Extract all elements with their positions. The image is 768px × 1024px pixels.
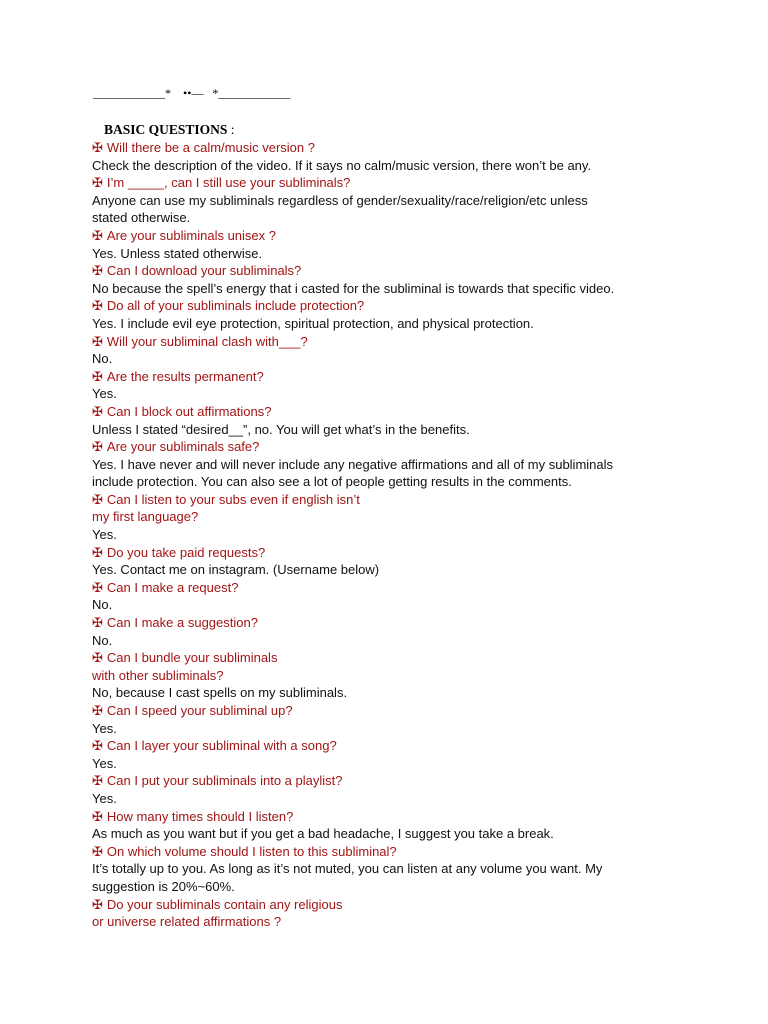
faq-question [92, 227, 682, 245]
faq-question [92, 403, 682, 421]
faq-question-text: Can I layer your subliminal with a song? [106, 738, 337, 754]
faq-question [92, 737, 682, 755]
faq-question [92, 491, 682, 526]
faq-answer: Yes. Unless stated otherwise. [92, 245, 263, 261]
cross-bullet-icon: ✠ [92, 703, 103, 718]
cross-bullet-icon: ✠ [92, 175, 103, 191]
cross-bullet-icon: ✠ [92, 843, 103, 859]
faq-question [92, 649, 682, 684]
cross-bullet-icon: ✠ [92, 140, 103, 155]
faq-question-text: Do you take paid requests? [106, 544, 266, 560]
faq-question [92, 139, 682, 157]
faq-question [92, 262, 682, 280]
faq-question-text: Can I listen to your subs even if english isn’t my first language? [92, 491, 360, 525]
faq-question [92, 333, 682, 351]
faq-question-text: Do all of your subliminals include protection? [106, 298, 365, 314]
cross-bullet-icon: ✠ [92, 650, 103, 666]
faq-question-text: Can I bundle your subliminals with other subliminals? [92, 650, 278, 683]
faq-question [92, 896, 682, 931]
faq-question [92, 174, 682, 192]
faq-answer: No, because I cast spells on my subliminals. [92, 685, 348, 701]
cross-bullet-icon: ✠ [92, 439, 103, 455]
faq-answer: Unless I stated “desired__”, no. You will get what’s in the benefits. [92, 421, 470, 437]
cross-bullet-icon: ✠ [92, 333, 103, 349]
faq-answer: Anyone can use my subliminals regardless of gender/sexuality/race/religion/etc unless stated otherwise. [92, 192, 588, 226]
faq-question-text: Do your subliminals contain any religious or universe related affirmations ? [92, 896, 343, 930]
faq-question-text: Will your subliminal clash with___? [106, 333, 308, 349]
cross-bullet-icon: ✠ [92, 579, 103, 595]
faq-question [92, 579, 682, 597]
faq-question [92, 544, 682, 562]
cross-bullet-icon: ✠ [92, 491, 103, 507]
faq-answer: Check the description of the video. If it says no calm/music version, there won’t be any. [92, 157, 592, 173]
faq-question [92, 843, 682, 861]
faq-answer: Yes. [92, 386, 117, 402]
faq-answer: No because the spell’s energy that i casted for the subliminal is towards that specific video. [92, 280, 615, 296]
faq-answer: Yes. I include evil eye protection, spiritual protection, and physical protection. [92, 315, 534, 331]
cross-bullet-icon: ✠ [92, 738, 103, 754]
faq-question-text: Can I speed your subliminal up? [106, 703, 293, 718]
cross-bullet-icon: ✠ [92, 403, 103, 419]
cross-bullet-icon: ✠ [92, 227, 103, 243]
cross-bullet-icon: ✠ [92, 773, 103, 789]
faq-question [92, 808, 682, 826]
section-title-text: BASIC QUESTIONS [104, 122, 228, 137]
faq-answer: Yes. I have never and will never include any negative affirmations and all of my subliminals include protection. You can also see a lot of people getting results in the comments. [92, 456, 614, 490]
faq-question-text: Can I put your subliminals into a playlist? [106, 773, 343, 789]
cross-bullet-icon: ✠ [92, 896, 103, 912]
cross-bullet-icon: ✠ [92, 615, 103, 631]
faq-answer: As much as you want but if you get a bad headache, I suggest you take a break. [92, 826, 554, 842]
faq-question-text: Will there be a calm/music version ? [106, 140, 315, 155]
faq-question [92, 702, 682, 720]
faq-answer: No. [92, 351, 113, 367]
faq-question [92, 438, 682, 456]
cross-bullet-icon: ✠ [92, 544, 103, 560]
section-title [104, 122, 235, 138]
faq-question-text: Are your subliminals unisex ? [106, 227, 276, 243]
cross-bullet-icon: ✠ [92, 368, 103, 384]
faq-question [92, 297, 682, 315]
faq-question-text: How many times should I listen? [106, 808, 294, 824]
faq-answer: Yes. Contact me on instagram. (Username below) [92, 562, 380, 578]
faq-answer: Yes. [92, 527, 117, 543]
faq-answer: No. [92, 632, 113, 648]
faq-answer: No. [92, 597, 113, 613]
faq-question-text: Can I make a request? [106, 579, 239, 595]
faq-question-text: Are the results permanent? [106, 368, 264, 384]
faq-answer: Yes. [92, 790, 117, 806]
faq-question-text: Can I block out affirmations? [106, 403, 272, 419]
faq-answer: It’s totally up to you. As long as it’s not muted, you can listen at any volume you want. My suggestion is 20%~60%. [92, 861, 603, 894]
faq-question-text: Can I make a suggestion? [106, 615, 258, 631]
decorative-divider: ____________* ••— *____________ [93, 86, 291, 100]
faq-question-text: Are your subliminals safe? [106, 439, 260, 455]
section-title-suffix: : [227, 122, 235, 137]
faq-question-text: On which volume should I listen to this subliminal? [106, 843, 397, 859]
faq-question [92, 614, 682, 632]
faq-list [92, 139, 682, 931]
faq-answer: Yes. [92, 720, 117, 736]
faq-question-text: I’m _____, can I still use your subliminals? [106, 175, 351, 191]
faq-question-text: Can I download your subliminals? [106, 263, 302, 279]
faq-question [92, 772, 682, 790]
faq-answer: Yes. [92, 755, 117, 771]
cross-bullet-icon: ✠ [92, 298, 103, 314]
cross-bullet-icon: ✠ [92, 263, 103, 279]
faq-question [92, 368, 682, 386]
cross-bullet-icon: ✠ [92, 808, 103, 824]
